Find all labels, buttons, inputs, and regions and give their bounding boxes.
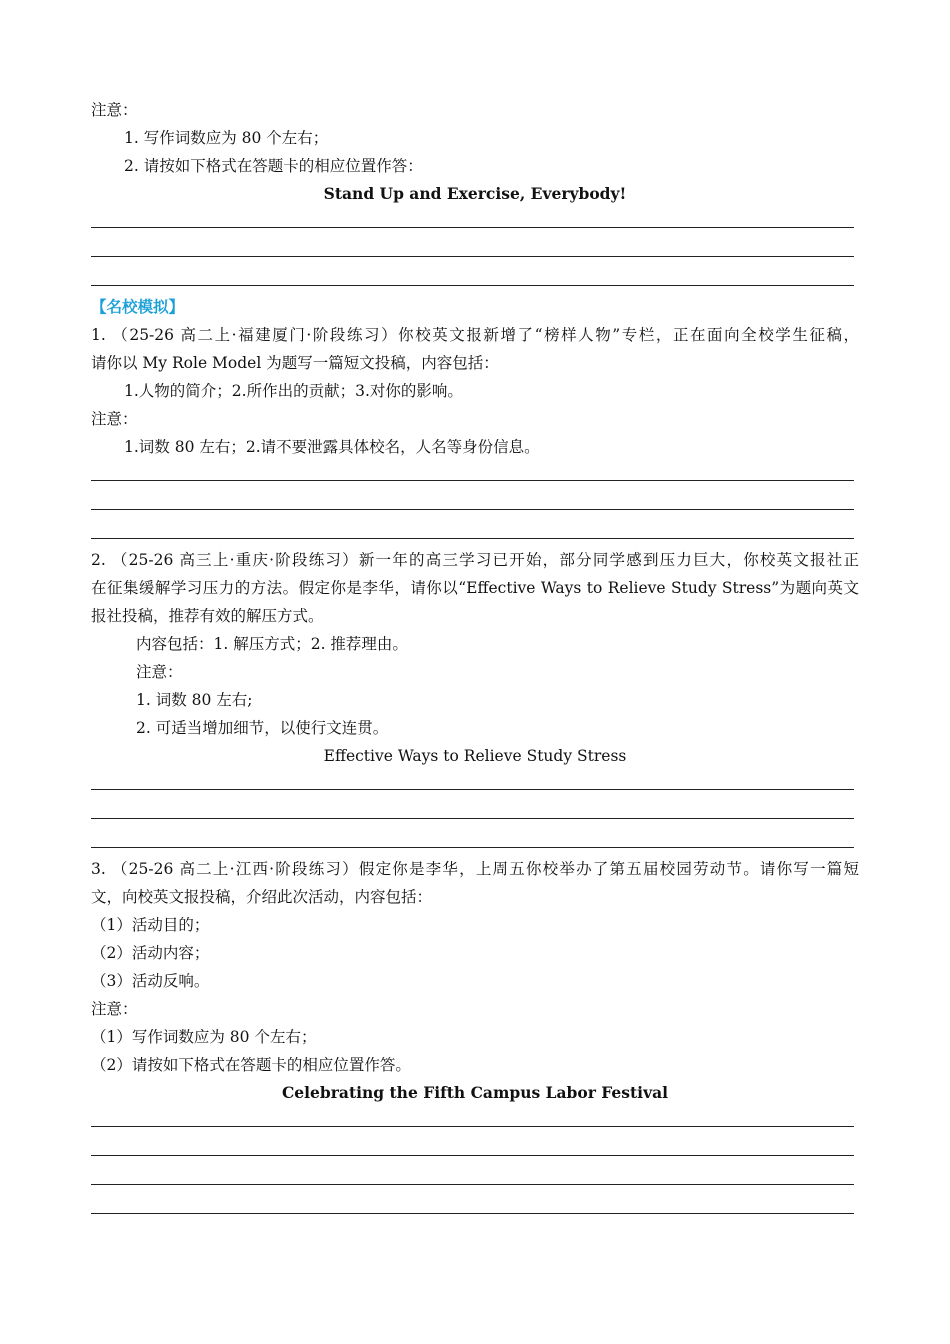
- answer-line: [91, 818, 854, 819]
- answer-line: [91, 789, 854, 790]
- q3-essay-title: Celebrating the Fifth Campus Labor Festival: [281, 1083, 669, 1102]
- q3-item-3: （3）活动反响。: [91, 972, 210, 990]
- answer-line: [91, 480, 854, 481]
- answer-line: [91, 509, 854, 510]
- q2-note-1: 1. 词数 80 左右;: [136, 691, 253, 709]
- q2-prompt-line-1: 2. （25-26 高三上·重庆·阶段练习）新一年的高三学习已开始，部分同学感到压力巨大，你校英文报社正: [91, 551, 859, 569]
- q2-note-2: 2. 可适当增加细节，以使行文连贯。: [136, 719, 389, 737]
- answer-line: [91, 1213, 854, 1214]
- answer-line: [91, 256, 854, 257]
- q3-note-1: （1）写作词数应为 80 个左右；: [91, 1028, 317, 1046]
- q2-note-label: 注意：: [136, 663, 183, 681]
- answer-line: [91, 1155, 854, 1156]
- intro-note-2: 2. 请按如下格式在答题卡的相应位置作答：: [124, 157, 423, 175]
- q1-content: 1.人物的简介；2.所作出的贡献；3.对你的影响。: [124, 382, 463, 400]
- intro-note-1: 1. 写作词数应为 80 个左右；: [124, 129, 329, 147]
- intro-essay-title: Stand Up and Exercise, Everybody!: [323, 184, 627, 203]
- q1-note: 1.词数 80 左右；2.请不要泄露具体校名，人名等身份信息。: [124, 438, 540, 456]
- q3-prompt-line-1: 3. （25-26 高二上·江西·阶段练习）假定你是李华，上周五你校举办了第五届校园劳动节。请你写一篇短: [91, 860, 859, 878]
- answer-line: [91, 285, 854, 286]
- q3-note-2: （2）请按如下格式在答题卡的相应位置作答。: [91, 1056, 411, 1074]
- answer-line: [91, 1126, 854, 1127]
- q2-prompt-line-2: 在征集缓解学习压力的方法。假定你是李华，请你以“Effective Ways to Relieve Study Stress”为题向英文: [91, 579, 859, 597]
- q3-item-1: （1）活动目的；: [91, 916, 210, 934]
- q3-item-2: （2）活动内容；: [91, 944, 210, 962]
- answer-line: [91, 538, 854, 539]
- q2-content: 内容包括：1. 解压方式；2. 推荐理由。: [136, 635, 408, 653]
- section-heading: 【名校模拟】: [91, 297, 185, 316]
- q1-prompt-line-2: 请你以 My Role Model 为题写一篇短文投稿，内容包括：: [91, 354, 499, 372]
- answer-line: [91, 1184, 854, 1185]
- q2-prompt-line-3: 报社投稿，推荐有效的解压方式。: [91, 607, 324, 625]
- q1-prompt-line-1: 1. （25-26 高二上·福建厦门·阶段练习）你校英文报新增了“榜样人物”专栏，正在面向全校学生征稿，: [91, 326, 860, 344]
- q2-essay-title: Effective Ways to Relieve Study Stress: [323, 747, 627, 765]
- q1-note-label: 注意：: [91, 410, 138, 428]
- q3-note-label: 注意：: [91, 1000, 138, 1018]
- intro-note-label: 注意：: [91, 101, 138, 119]
- q3-prompt-line-2: 文，向校英文报投稿，介绍此次活动，内容包括：: [91, 888, 433, 906]
- answer-line: [91, 227, 854, 228]
- answer-line: [91, 847, 854, 848]
